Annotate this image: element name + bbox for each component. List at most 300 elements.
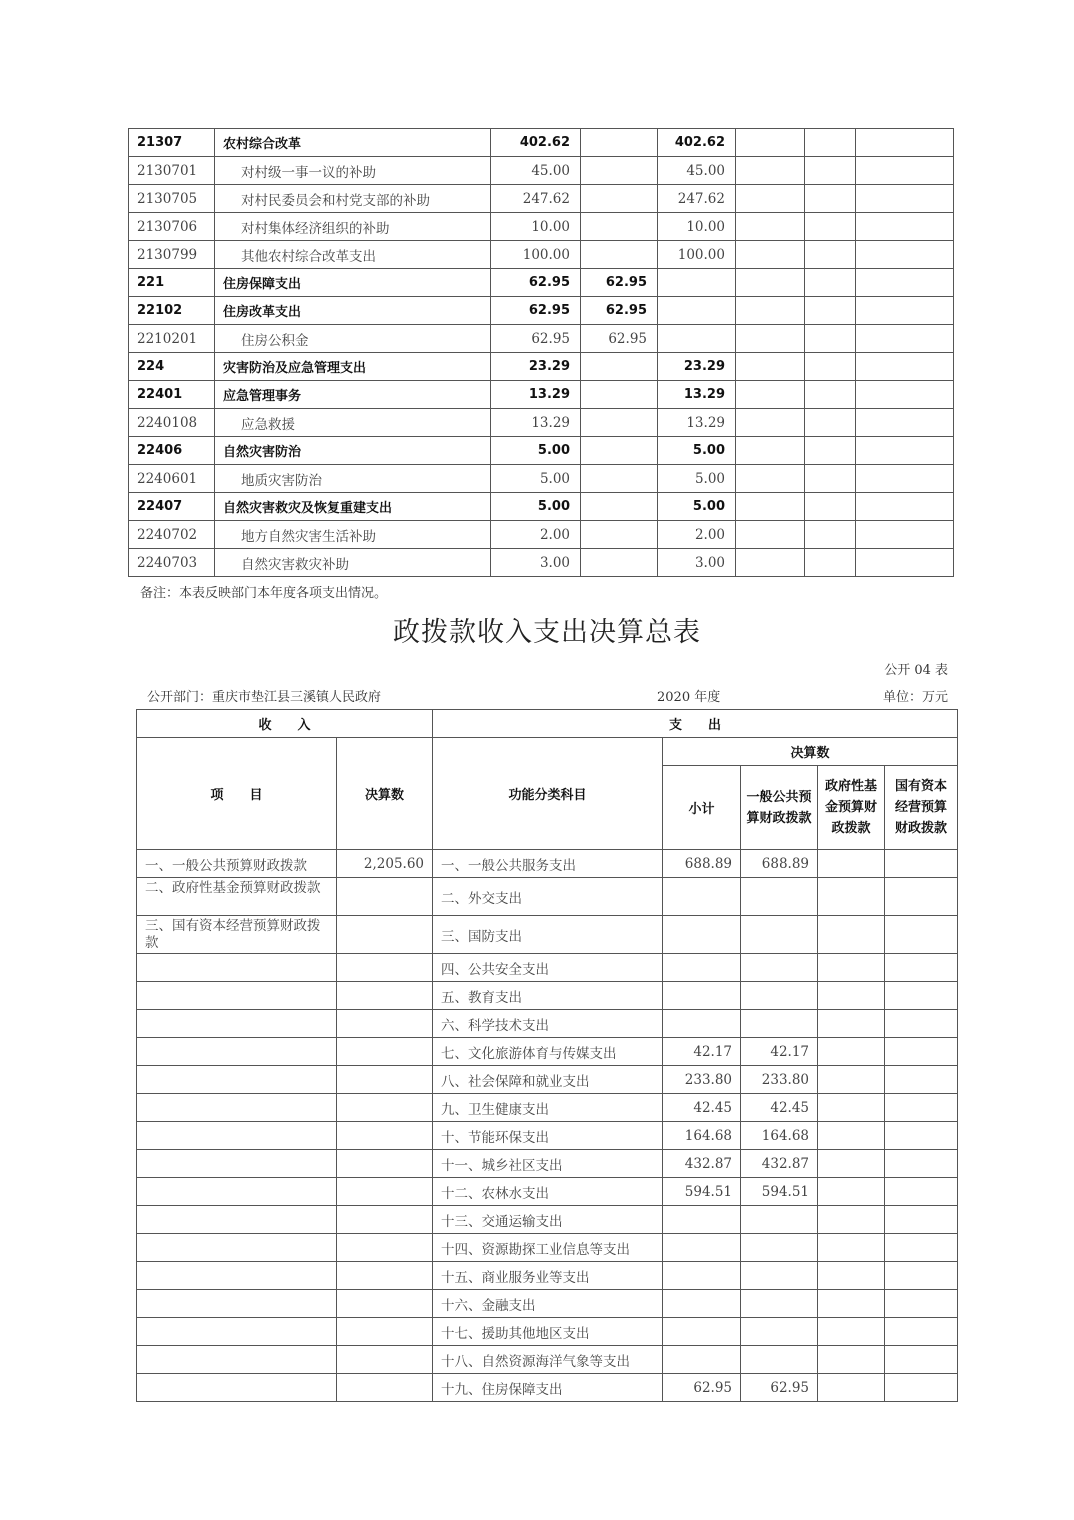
table-row bbox=[129, 325, 954, 353]
expense-item: 三、国防支出 bbox=[433, 916, 663, 954]
expense-item: 十、节能环保支出 bbox=[433, 1122, 663, 1150]
table-row bbox=[137, 1234, 958, 1262]
table-row bbox=[129, 213, 954, 241]
income-amount bbox=[337, 1150, 433, 1178]
row-project: 5.00 bbox=[658, 437, 736, 465]
table-row bbox=[137, 916, 958, 954]
row-empty bbox=[736, 353, 805, 381]
expense-fund bbox=[818, 1346, 885, 1374]
row-code: 2240702 bbox=[129, 521, 215, 549]
expense-general bbox=[741, 1010, 818, 1038]
row-empty bbox=[856, 521, 954, 549]
table-row bbox=[137, 1010, 958, 1038]
income-item bbox=[137, 982, 337, 1010]
income-amount bbox=[337, 1066, 433, 1094]
row-project: 23.29 bbox=[658, 353, 736, 381]
function-category-header: 功能分类科目 bbox=[433, 738, 663, 850]
appropriation-summary-table bbox=[136, 709, 958, 1402]
row-basic bbox=[581, 493, 658, 521]
expense-state bbox=[885, 1290, 958, 1318]
expense-fund bbox=[818, 1234, 885, 1262]
table-row bbox=[137, 1262, 958, 1290]
expense-subtotal: 688.89 bbox=[663, 850, 741, 878]
row-empty bbox=[805, 297, 856, 325]
expense-state bbox=[885, 1206, 958, 1234]
expense-subtotal: 233.80 bbox=[663, 1066, 741, 1094]
expense-item: 九、卫生健康支出 bbox=[433, 1094, 663, 1122]
income-amount bbox=[337, 1374, 433, 1402]
table-row bbox=[137, 1094, 958, 1122]
expense-general bbox=[741, 1346, 818, 1374]
expense-state bbox=[885, 850, 958, 878]
row-empty bbox=[736, 185, 805, 213]
expense-state bbox=[885, 1178, 958, 1206]
expense-fund bbox=[818, 1010, 885, 1038]
expense-item: 十六、金融支出 bbox=[433, 1290, 663, 1318]
expense-general: 62.95 bbox=[741, 1374, 818, 1402]
expense-state bbox=[885, 1094, 958, 1122]
row-basic bbox=[581, 381, 658, 409]
row-empty bbox=[805, 493, 856, 521]
row-empty bbox=[856, 129, 954, 157]
row-code: 22406 bbox=[129, 437, 215, 465]
row-total: 62.95 bbox=[491, 325, 581, 353]
income-amount bbox=[337, 954, 433, 982]
income-item bbox=[137, 1122, 337, 1150]
income-amount bbox=[337, 1206, 433, 1234]
row-code: 22407 bbox=[129, 493, 215, 521]
table-row bbox=[137, 1122, 958, 1150]
row-empty bbox=[736, 157, 805, 185]
department-label: 公开部门：重庆市垫江县三溪镇人民政府 bbox=[147, 690, 382, 705]
row-name: 住房改革支出 bbox=[215, 297, 491, 325]
row-basic: 62.95 bbox=[581, 325, 658, 353]
row-empty bbox=[856, 549, 954, 577]
expense-fund bbox=[818, 916, 885, 954]
row-name: 对村集体经济组织的补助 bbox=[215, 213, 491, 241]
row-name: 对村民委员会和村党支部的补助 bbox=[215, 185, 491, 213]
expense-subtotal bbox=[663, 1262, 741, 1290]
row-total: 402.62 bbox=[491, 129, 581, 157]
expense-subtotal bbox=[663, 1318, 741, 1346]
income-item bbox=[137, 1374, 337, 1402]
row-empty bbox=[736, 241, 805, 269]
row-project: 13.29 bbox=[658, 409, 736, 437]
income-amount bbox=[337, 1318, 433, 1346]
row-basic bbox=[581, 437, 658, 465]
table-note: 备注：本表反映部门本年度各项支出情况。 bbox=[140, 586, 388, 601]
row-project: 3.00 bbox=[658, 549, 736, 577]
income-amount bbox=[337, 982, 433, 1010]
row-total: 62.95 bbox=[491, 297, 581, 325]
income-amount bbox=[337, 916, 433, 954]
row-empty bbox=[805, 409, 856, 437]
budget-header: 决算数 bbox=[663, 738, 958, 766]
expense-fund bbox=[818, 1094, 885, 1122]
expense-item: 七、文化旅游体育与传媒支出 bbox=[433, 1038, 663, 1066]
expense-subtotal: 594.51 bbox=[663, 1178, 741, 1206]
expense-subtotal bbox=[663, 982, 741, 1010]
row-code: 2130706 bbox=[129, 213, 215, 241]
expense-subtotal: 432.87 bbox=[663, 1150, 741, 1178]
row-empty bbox=[856, 325, 954, 353]
expense-state bbox=[885, 1066, 958, 1094]
row-name: 住房保障支出 bbox=[215, 269, 491, 297]
row-name: 住房公积金 bbox=[215, 325, 491, 353]
expense-fund bbox=[818, 982, 885, 1010]
row-empty bbox=[805, 353, 856, 381]
income-item bbox=[137, 1346, 337, 1374]
row-empty bbox=[805, 157, 856, 185]
expense-state bbox=[885, 1374, 958, 1402]
row-empty bbox=[856, 185, 954, 213]
expense-state bbox=[885, 916, 958, 954]
income-header: 收 入 bbox=[137, 710, 433, 738]
row-total: 62.95 bbox=[491, 269, 581, 297]
row-total: 3.00 bbox=[491, 549, 581, 577]
expense-item: 十三、交通运输支出 bbox=[433, 1206, 663, 1234]
row-project: 13.29 bbox=[658, 381, 736, 409]
row-name: 对村级一事一议的补助 bbox=[215, 157, 491, 185]
income-item bbox=[137, 1318, 337, 1346]
expense-general: 594.51 bbox=[741, 1178, 818, 1206]
row-basic bbox=[581, 185, 658, 213]
expense-subtotal bbox=[663, 878, 741, 916]
row-empty bbox=[805, 241, 856, 269]
row-basic bbox=[581, 549, 658, 577]
expense-subtotal bbox=[663, 1206, 741, 1234]
row-total: 100.00 bbox=[491, 241, 581, 269]
table-row bbox=[129, 241, 954, 269]
row-name: 其他农村综合改革支出 bbox=[215, 241, 491, 269]
subtotal-header: 小计 bbox=[663, 766, 741, 850]
table-row bbox=[137, 1374, 958, 1402]
row-empty bbox=[736, 129, 805, 157]
expense-item: 四、公共安全支出 bbox=[433, 954, 663, 982]
row-empty bbox=[736, 521, 805, 549]
row-total: 5.00 bbox=[491, 493, 581, 521]
row-total: 247.62 bbox=[491, 185, 581, 213]
expense-fund bbox=[818, 1066, 885, 1094]
row-empty bbox=[736, 269, 805, 297]
row-basic bbox=[581, 157, 658, 185]
income-item bbox=[137, 1038, 337, 1066]
fund-budget-header: 政府性基金预算财政拨款 bbox=[818, 766, 885, 850]
table-row bbox=[137, 1206, 958, 1234]
row-code: 221 bbox=[129, 269, 215, 297]
row-basic bbox=[581, 465, 658, 493]
expense-subtotal bbox=[663, 1010, 741, 1038]
expense-subtotal: 42.45 bbox=[663, 1094, 741, 1122]
row-empty bbox=[805, 465, 856, 493]
row-empty bbox=[805, 549, 856, 577]
table-row bbox=[129, 353, 954, 381]
row-empty bbox=[856, 157, 954, 185]
amount-header: 决算数 bbox=[337, 738, 433, 850]
expense-subtotal: 164.68 bbox=[663, 1122, 741, 1150]
expense-item: 八、社会保障和就业支出 bbox=[433, 1066, 663, 1094]
expense-fund bbox=[818, 1206, 885, 1234]
expense-general bbox=[741, 878, 818, 916]
expense-subtotal bbox=[663, 1346, 741, 1374]
expense-state bbox=[885, 1038, 958, 1066]
expense-general bbox=[741, 916, 818, 954]
row-basic bbox=[581, 129, 658, 157]
table-row bbox=[137, 1346, 958, 1374]
row-code: 21307 bbox=[129, 129, 215, 157]
expense-state bbox=[885, 1346, 958, 1374]
table-row bbox=[137, 1290, 958, 1318]
expense-state bbox=[885, 1010, 958, 1038]
expense-general bbox=[741, 954, 818, 982]
row-name: 应急救援 bbox=[215, 409, 491, 437]
row-project: 5.00 bbox=[658, 465, 736, 493]
expense-fund bbox=[818, 1374, 885, 1402]
expense-general: 688.89 bbox=[741, 850, 818, 878]
expense-subtotal bbox=[663, 1234, 741, 1262]
expense-subtotal bbox=[663, 916, 741, 954]
row-empty bbox=[736, 437, 805, 465]
row-empty bbox=[856, 353, 954, 381]
row-empty bbox=[856, 213, 954, 241]
row-project bbox=[658, 269, 736, 297]
expense-state bbox=[885, 954, 958, 982]
row-total: 13.29 bbox=[491, 409, 581, 437]
expense-general bbox=[741, 1290, 818, 1318]
table-row bbox=[129, 465, 954, 493]
row-empty bbox=[805, 129, 856, 157]
income-amount bbox=[337, 878, 433, 916]
expense-state bbox=[885, 1122, 958, 1150]
row-project: 247.62 bbox=[658, 185, 736, 213]
year-label: 2020 年度 bbox=[657, 690, 721, 705]
row-empty bbox=[805, 213, 856, 241]
row-empty bbox=[856, 465, 954, 493]
table-row bbox=[129, 521, 954, 549]
table-row bbox=[137, 850, 958, 878]
income-amount bbox=[337, 1262, 433, 1290]
expense-fund bbox=[818, 1290, 885, 1318]
row-name: 自然灾害防治 bbox=[215, 437, 491, 465]
row-name: 地方自然灾害生活补助 bbox=[215, 521, 491, 549]
expense-item: 五、教育支出 bbox=[433, 982, 663, 1010]
table-row bbox=[137, 1066, 958, 1094]
expense-fund bbox=[818, 1038, 885, 1066]
expense-item: 二、外交支出 bbox=[433, 878, 663, 916]
table-row bbox=[129, 493, 954, 521]
row-empty bbox=[805, 185, 856, 213]
income-amount bbox=[337, 1178, 433, 1206]
row-basic: 62.95 bbox=[581, 297, 658, 325]
row-code: 2240703 bbox=[129, 549, 215, 577]
row-code: 2240108 bbox=[129, 409, 215, 437]
expense-general: 42.17 bbox=[741, 1038, 818, 1066]
expense-item: 十二、农林水支出 bbox=[433, 1178, 663, 1206]
row-empty bbox=[736, 213, 805, 241]
row-empty bbox=[856, 381, 954, 409]
income-amount bbox=[337, 1234, 433, 1262]
table-row bbox=[137, 1318, 958, 1346]
expense-fund bbox=[818, 1318, 885, 1346]
income-item bbox=[137, 1206, 337, 1234]
expense-item: 十七、援助其他地区支出 bbox=[433, 1318, 663, 1346]
row-total: 13.29 bbox=[491, 381, 581, 409]
row-empty bbox=[805, 325, 856, 353]
expense-general: 432.87 bbox=[741, 1150, 818, 1178]
row-name: 自然灾害救灾及恢复重建支出 bbox=[215, 493, 491, 521]
row-name: 应急管理事务 bbox=[215, 381, 491, 409]
expense-state bbox=[885, 1234, 958, 1262]
row-empty bbox=[736, 297, 805, 325]
row-code: 22401 bbox=[129, 381, 215, 409]
row-project: 2.00 bbox=[658, 521, 736, 549]
expense-header: 支 出 bbox=[433, 710, 958, 738]
table-row bbox=[129, 269, 954, 297]
expense-item: 十四、资源勘探工业信息等支出 bbox=[433, 1234, 663, 1262]
row-empty bbox=[856, 493, 954, 521]
row-empty bbox=[736, 381, 805, 409]
expense-item: 十一、城乡社区支出 bbox=[433, 1150, 663, 1178]
row-name: 灾害防治及应急管理支出 bbox=[215, 353, 491, 381]
row-name: 地质灾害防治 bbox=[215, 465, 491, 493]
row-empty bbox=[805, 437, 856, 465]
row-code: 2210201 bbox=[129, 325, 215, 353]
income-amount bbox=[337, 1010, 433, 1038]
expense-state bbox=[885, 982, 958, 1010]
row-project: 402.62 bbox=[658, 129, 736, 157]
row-empty bbox=[805, 381, 856, 409]
row-basic: 62.95 bbox=[581, 269, 658, 297]
unit-label: 单位：万元 bbox=[882, 690, 948, 705]
income-amount bbox=[337, 1038, 433, 1066]
row-project: 100.00 bbox=[658, 241, 736, 269]
row-empty bbox=[856, 409, 954, 437]
income-item bbox=[137, 1234, 337, 1262]
row-empty bbox=[805, 521, 856, 549]
income-item bbox=[137, 1094, 337, 1122]
expense-item: 一、一般公共服务支出 bbox=[433, 850, 663, 878]
row-empty bbox=[736, 325, 805, 353]
row-name: 农村综合改革 bbox=[215, 129, 491, 157]
income-amount bbox=[337, 1346, 433, 1374]
row-name: 自然灾害救灾补助 bbox=[215, 549, 491, 577]
expense-subtotal bbox=[663, 954, 741, 982]
row-project: 10.00 bbox=[658, 213, 736, 241]
income-amount: 2,205.60 bbox=[337, 850, 433, 878]
table-row bbox=[129, 157, 954, 185]
row-project: 45.00 bbox=[658, 157, 736, 185]
row-empty bbox=[736, 465, 805, 493]
income-item bbox=[137, 1150, 337, 1178]
expense-fund bbox=[818, 1122, 885, 1150]
page-title: 政拨款收入支出决算总表 bbox=[393, 617, 701, 648]
expense-general: 164.68 bbox=[741, 1122, 818, 1150]
row-project bbox=[658, 325, 736, 353]
expense-general bbox=[741, 982, 818, 1010]
table-row bbox=[137, 982, 958, 1010]
expense-item: 十八、自然资源海洋气象等支出 bbox=[433, 1346, 663, 1374]
expense-state bbox=[885, 1262, 958, 1290]
row-empty bbox=[736, 409, 805, 437]
expense-subtotal: 62.95 bbox=[663, 1374, 741, 1402]
row-basic bbox=[581, 521, 658, 549]
table-row bbox=[137, 1038, 958, 1066]
expense-state bbox=[885, 1150, 958, 1178]
table-row bbox=[137, 1150, 958, 1178]
table-row bbox=[129, 381, 954, 409]
income-item bbox=[137, 1290, 337, 1318]
expense-general: 233.80 bbox=[741, 1066, 818, 1094]
row-empty bbox=[805, 269, 856, 297]
table-row bbox=[129, 549, 954, 577]
table-row bbox=[137, 954, 958, 982]
row-basic bbox=[581, 241, 658, 269]
table-number: 公开 04 表 bbox=[884, 663, 948, 678]
expense-fund bbox=[818, 1262, 885, 1290]
expense-general: 42.45 bbox=[741, 1094, 818, 1122]
income-item bbox=[137, 1066, 337, 1094]
expense-general bbox=[741, 1318, 818, 1346]
row-basic bbox=[581, 409, 658, 437]
expense-item: 十九、住房保障支出 bbox=[433, 1374, 663, 1402]
row-empty bbox=[856, 269, 954, 297]
row-code: 224 bbox=[129, 353, 215, 381]
row-total: 10.00 bbox=[491, 213, 581, 241]
row-basic bbox=[581, 213, 658, 241]
row-code: 2130701 bbox=[129, 157, 215, 185]
row-empty bbox=[856, 437, 954, 465]
expense-subtotal: 42.17 bbox=[663, 1038, 741, 1066]
table-row bbox=[129, 129, 954, 157]
row-total: 23.29 bbox=[491, 353, 581, 381]
income-item bbox=[137, 1178, 337, 1206]
expense-subtotal bbox=[663, 1290, 741, 1318]
table-row bbox=[129, 437, 954, 465]
row-code: 2240601 bbox=[129, 465, 215, 493]
expense-fund bbox=[818, 878, 885, 916]
expense-fund bbox=[818, 850, 885, 878]
income-item bbox=[137, 1262, 337, 1290]
row-empty bbox=[856, 241, 954, 269]
row-code: 2130705 bbox=[129, 185, 215, 213]
expense-state bbox=[885, 1318, 958, 1346]
row-empty bbox=[736, 493, 805, 521]
row-total: 5.00 bbox=[491, 437, 581, 465]
row-project: 5.00 bbox=[658, 493, 736, 521]
state-capital-header: 国有资本经营预算财政拨款 bbox=[885, 766, 958, 850]
row-basic bbox=[581, 353, 658, 381]
expense-general bbox=[741, 1262, 818, 1290]
income-amount bbox=[337, 1122, 433, 1150]
expense-general bbox=[741, 1234, 818, 1262]
income-item bbox=[137, 954, 337, 982]
table-row bbox=[137, 1178, 958, 1206]
table-row bbox=[129, 297, 954, 325]
expenditure-detail-table bbox=[128, 128, 954, 577]
expense-state bbox=[885, 878, 958, 916]
row-total: 5.00 bbox=[491, 465, 581, 493]
expense-item: 六、科学技术支出 bbox=[433, 1010, 663, 1038]
row-total: 45.00 bbox=[491, 157, 581, 185]
income-item: 二、政府性基金预算财政拨款 bbox=[137, 878, 337, 916]
table-row bbox=[137, 878, 958, 916]
income-item: 三、国有资本经营预算财政拨款 bbox=[137, 916, 337, 954]
table-row bbox=[129, 409, 954, 437]
general-budget-header: 一般公共预算财政拨款 bbox=[741, 766, 818, 850]
expense-fund bbox=[818, 1150, 885, 1178]
item-header: 项 目 bbox=[137, 738, 337, 850]
income-amount bbox=[337, 1094, 433, 1122]
